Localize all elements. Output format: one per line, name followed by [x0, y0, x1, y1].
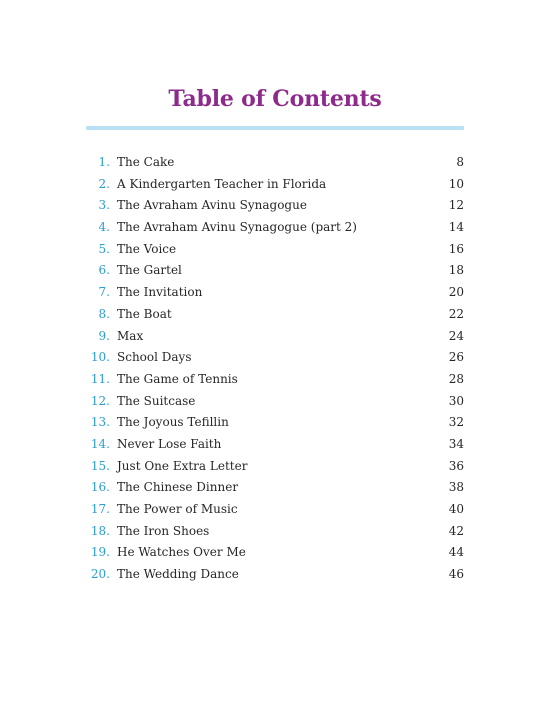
- toc-entry: [86, 415, 464, 437]
- toc-entry-title: The Cake: [117, 155, 175, 169]
- toc-entry-page-number: 14: [448, 220, 464, 235]
- toc-entry: [86, 350, 464, 372]
- toc-entry-title: The Avraham Avinu Synagogue (part 2): [117, 220, 357, 235]
- toc-entry: [86, 285, 464, 307]
- toc-entry: [86, 155, 464, 177]
- toc-entry: [86, 307, 464, 329]
- toc-entry-number: 3.: [98, 198, 110, 213]
- toc-entry-title: The Gartel: [117, 263, 182, 278]
- toc-entry-page-number: 38: [448, 480, 464, 495]
- toc-entry-number: 15.: [90, 458, 110, 473]
- toc-entry-number: 5.: [98, 241, 110, 256]
- toc-entry: [86, 329, 464, 351]
- toc-entry-number: 10.: [90, 350, 110, 365]
- toc-entry-page-number: 22: [448, 306, 464, 321]
- toc-entry-number: 7.: [98, 285, 110, 300]
- toc-entry: [86, 220, 464, 242]
- toc-entry-title: Max: [117, 328, 144, 343]
- toc-entry: [86, 437, 464, 459]
- toc-entry-number: 6.: [98, 263, 110, 278]
- toc-entry: [86, 480, 464, 502]
- toc-entry-page-number: 26: [448, 350, 464, 365]
- toc-entry-page-number: 24: [448, 328, 464, 343]
- toc-entry-number: 1.: [98, 155, 110, 169]
- toc-entry: [86, 394, 464, 416]
- toc-entry: [86, 177, 464, 199]
- toc-entry-page-number: 36: [448, 458, 464, 473]
- toc-entry: [86, 567, 464, 589]
- table-of-contents-list: [86, 155, 464, 589]
- toc-entry-number: 8.: [98, 306, 110, 321]
- toc-entry-number: 20.: [90, 567, 110, 582]
- toc-entry-number: 4.: [98, 220, 110, 235]
- toc-entry-page-number: 8: [456, 155, 464, 169]
- toc-entry-title: Just One Extra Letter: [117, 458, 248, 473]
- toc-entry-title: A Kindergarten Teacher in Florida: [117, 176, 327, 191]
- toc-entry-number: 12.: [90, 393, 110, 408]
- toc-entry-title: The Boat: [117, 306, 172, 321]
- toc-entry: [86, 372, 464, 394]
- toc-entry-page-number: 12: [448, 198, 464, 213]
- toc-entry-title: Never Lose Faith: [117, 436, 222, 451]
- toc-entry-title: The Avraham Avinu Synagogue: [117, 198, 307, 213]
- toc-entry-number: 18.: [90, 523, 110, 538]
- page-title: Table of Contents: [168, 86, 382, 112]
- toc-entry-number: 14.: [90, 436, 110, 451]
- toc-entry-number: 16.: [90, 480, 110, 495]
- toc-entry-page-number: 44: [448, 545, 464, 560]
- toc-entry-page-number: 10: [448, 176, 464, 191]
- toc-entry-title: He Watches Over Me: [117, 545, 246, 560]
- toc-entry-page-number: 28: [448, 371, 464, 386]
- toc-entry-number: 17.: [90, 502, 110, 516]
- toc-entry-page-number: 16: [448, 241, 464, 256]
- toc-entry-page-number: 20: [448, 285, 464, 300]
- toc-entry-title: The Chinese Dinner: [117, 480, 239, 495]
- toc-entry: [86, 545, 464, 567]
- toc-entry: [86, 524, 464, 546]
- toc-entry-title: School Days: [117, 350, 192, 365]
- toc-entry-page-number: 30: [448, 393, 464, 408]
- toc-entry: [86, 502, 464, 524]
- toc-entry-page-number: 18: [448, 263, 464, 278]
- toc-entry-page-number: 32: [448, 415, 464, 430]
- toc-entry-number: 11.: [90, 371, 110, 386]
- toc-entry-page-number: 46: [448, 567, 464, 582]
- toc-entry-number: 19.: [90, 545, 110, 560]
- toc-entry-title: The Voice: [117, 241, 177, 256]
- toc-entry-title: The Suitcase: [117, 393, 196, 408]
- toc-entry-title: The Invitation: [117, 285, 203, 300]
- toc-entry-number: 13.: [90, 415, 110, 430]
- toc-entry-page-number: 42: [448, 523, 464, 538]
- toc-entry-page-number: 34: [448, 436, 464, 451]
- toc-entry-title: The Power of Music: [117, 502, 238, 516]
- toc-entry: [86, 242, 464, 264]
- toc-entry-page-number: 40: [448, 502, 464, 516]
- toc-entry-number: 9.: [98, 328, 110, 343]
- toc-entry-title: The Joyous Tefillin: [117, 415, 229, 430]
- title-divider: [86, 126, 464, 130]
- toc-entry: [86, 459, 464, 481]
- toc-entry: [86, 198, 464, 220]
- toc-entry: [86, 263, 464, 285]
- toc-entry-title: The Iron Shoes: [117, 523, 210, 538]
- toc-entry-number: 2.: [98, 176, 110, 191]
- toc-entry-title: The Wedding Dance: [117, 567, 239, 582]
- toc-entry-title: The Game of Tennis: [117, 371, 238, 386]
